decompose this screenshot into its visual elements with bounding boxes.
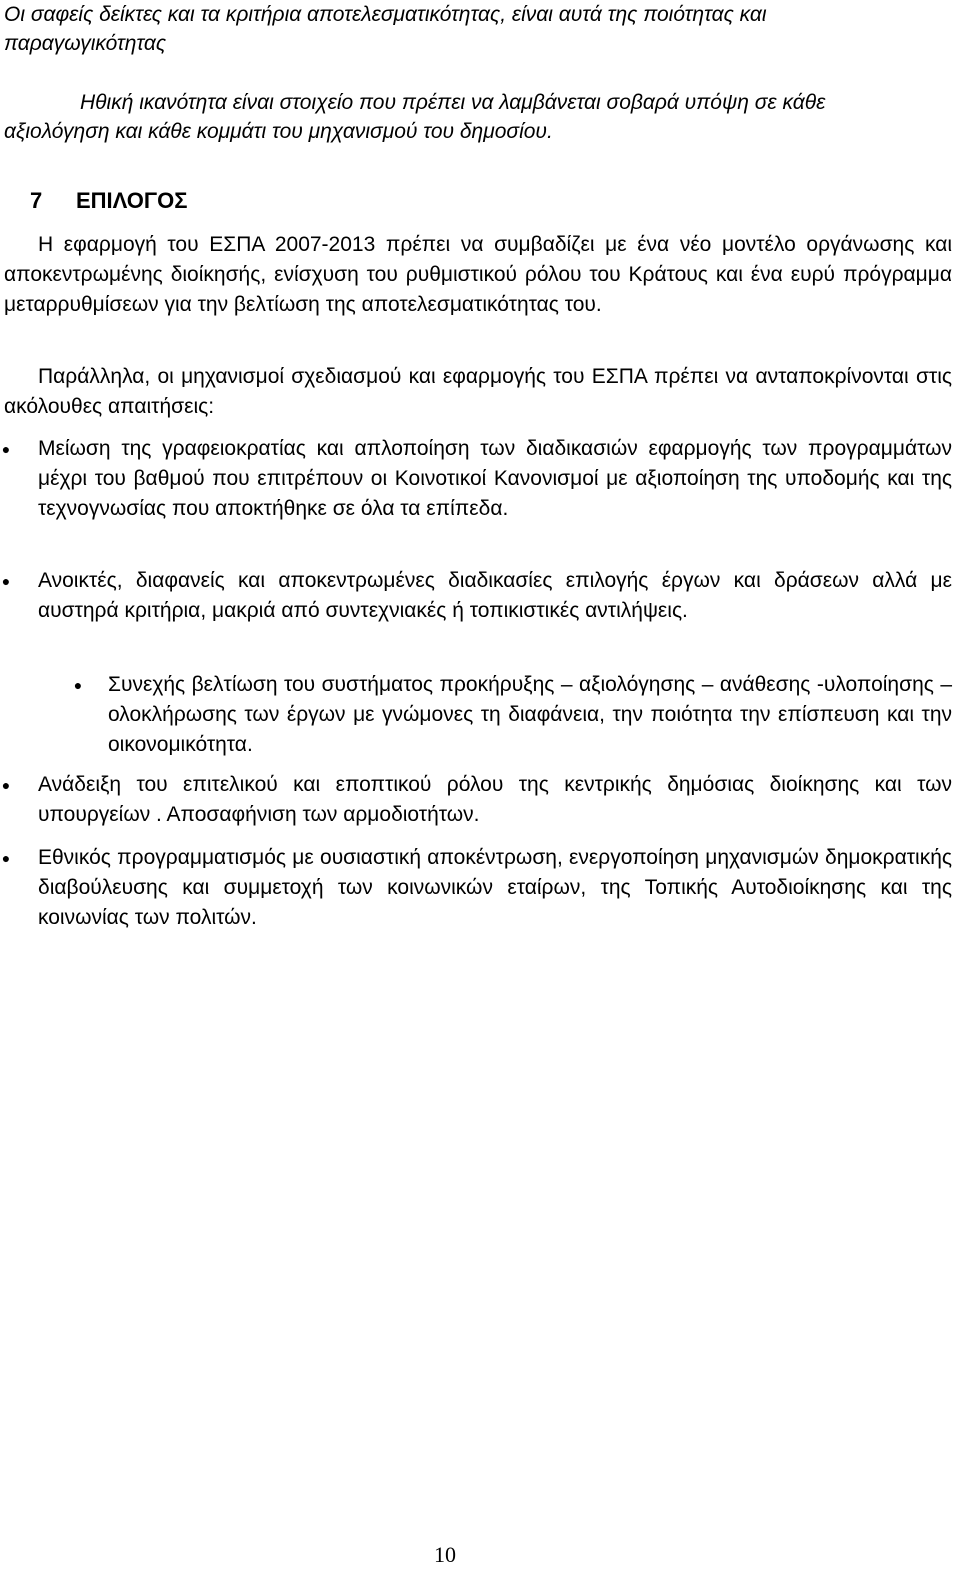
- bullet-icon: ●: [1, 777, 11, 793]
- paragraph-1: Η εφαρμογή του ΕΣΠΑ 2007-2013 πρέπει να συμβαδίζει με ένα νέο μοντέλο οργάνωσης και αποκεντρωμένης διοίκησής, ενίσχυση του ρυθμιστικού ρόλου του Κράτους και ένα ευρύ πρόγραμμα μεταρρυθμίσεων για την βελτίωση της αποτελεσματικότητας του.: [4, 233, 952, 316]
- list-item-text: Συνεχής βελτίωση του συστήματος προκήρυξης – αξιολόγησης – ανάθεσης -υλοποίησης – ολοκλήρωσης των έργων με γνώμονες τη διαφάνεια, την ποιότητα την επίσπευση και την οικονομικότητα.: [108, 673, 952, 756]
- intro-line-2: Ηθική ικανότητα είναι στοιχείο που πρέπει να λαμβάνεται σοβαρά υπόψη σε κάθε αξιολόγηση και κάθε κομμάτι του μηχανισμού του δημοσίου.: [4, 91, 826, 143]
- list-item: [1, 843, 952, 933]
- section-title: ΕΠΙΛΟΓΟΣ: [76, 188, 188, 213]
- intro-line-1: Οι σαφείς δείκτες και τα κριτήρια αποτελεσματικότητας, είναι αυτά της ποιότητας και παραγωγικότητας: [4, 3, 767, 55]
- section-heading: [30, 186, 187, 216]
- bullet-icon: ●: [1, 441, 11, 457]
- list-item: [73, 670, 952, 760]
- bullet-icon: ●: [73, 677, 83, 693]
- bullet-icon: ●: [1, 850, 11, 866]
- paragraph-2: Παράλληλα, οι μηχανισμοί σχεδιασμού και εφαρμογής του ΕΣΠΑ πρέπει να ανταποκρίνονται στις ακόλουθες απαιτήσεις:: [4, 365, 952, 418]
- list-item: [1, 566, 952, 626]
- list-item-text: Ανοικτές, διαφανείς και αποκεντρωμένες διαδικασίες επιλογής έργων και δράσεων αλλά με αυστηρά κριτήρια, μακριά από συντεχνιακές ή τοπικιστικές αντιλήψεις.: [38, 569, 952, 622]
- list-item-text: Μείωση της γραφειοκρατίας και απλοποίηση των διαδικασιών εφαρμογής των προγραμμάτων μέχρι του βαθμού που επιτρέπουν οι Κοινοτικοί Κανονισμοί με αξιοποίηση της υποδομής και της τεχνογνωσίας που αποκτήθηκε σε όλα τα επίπεδα.: [38, 437, 952, 520]
- bullet-icon: ●: [1, 573, 11, 589]
- section-number: 7: [30, 188, 43, 213]
- list-item: [1, 770, 952, 830]
- list-item: [1, 434, 952, 524]
- list-item-text: Ανάδειξη του επιτελικού και εποπτικού ρόλου της κεντρικής δημόσιας διοίκησης και των υπουργείων . Αποσαφήνιση των αρμοδιοτήτων.: [38, 773, 952, 826]
- list-item-text: Εθνικός προγραμματισμός με ουσιαστική αποκέντρωση, ενεργοποίηση μηχανισμών δημοκρατικής διαβούλευσης και συμμετοχή των κοινωνικών εταίρων, της Τοπικής Αυτοδιοίκησης και της κοινωνίας των πολιτών.: [38, 846, 952, 929]
- page-number: 10: [434, 1542, 456, 1567]
